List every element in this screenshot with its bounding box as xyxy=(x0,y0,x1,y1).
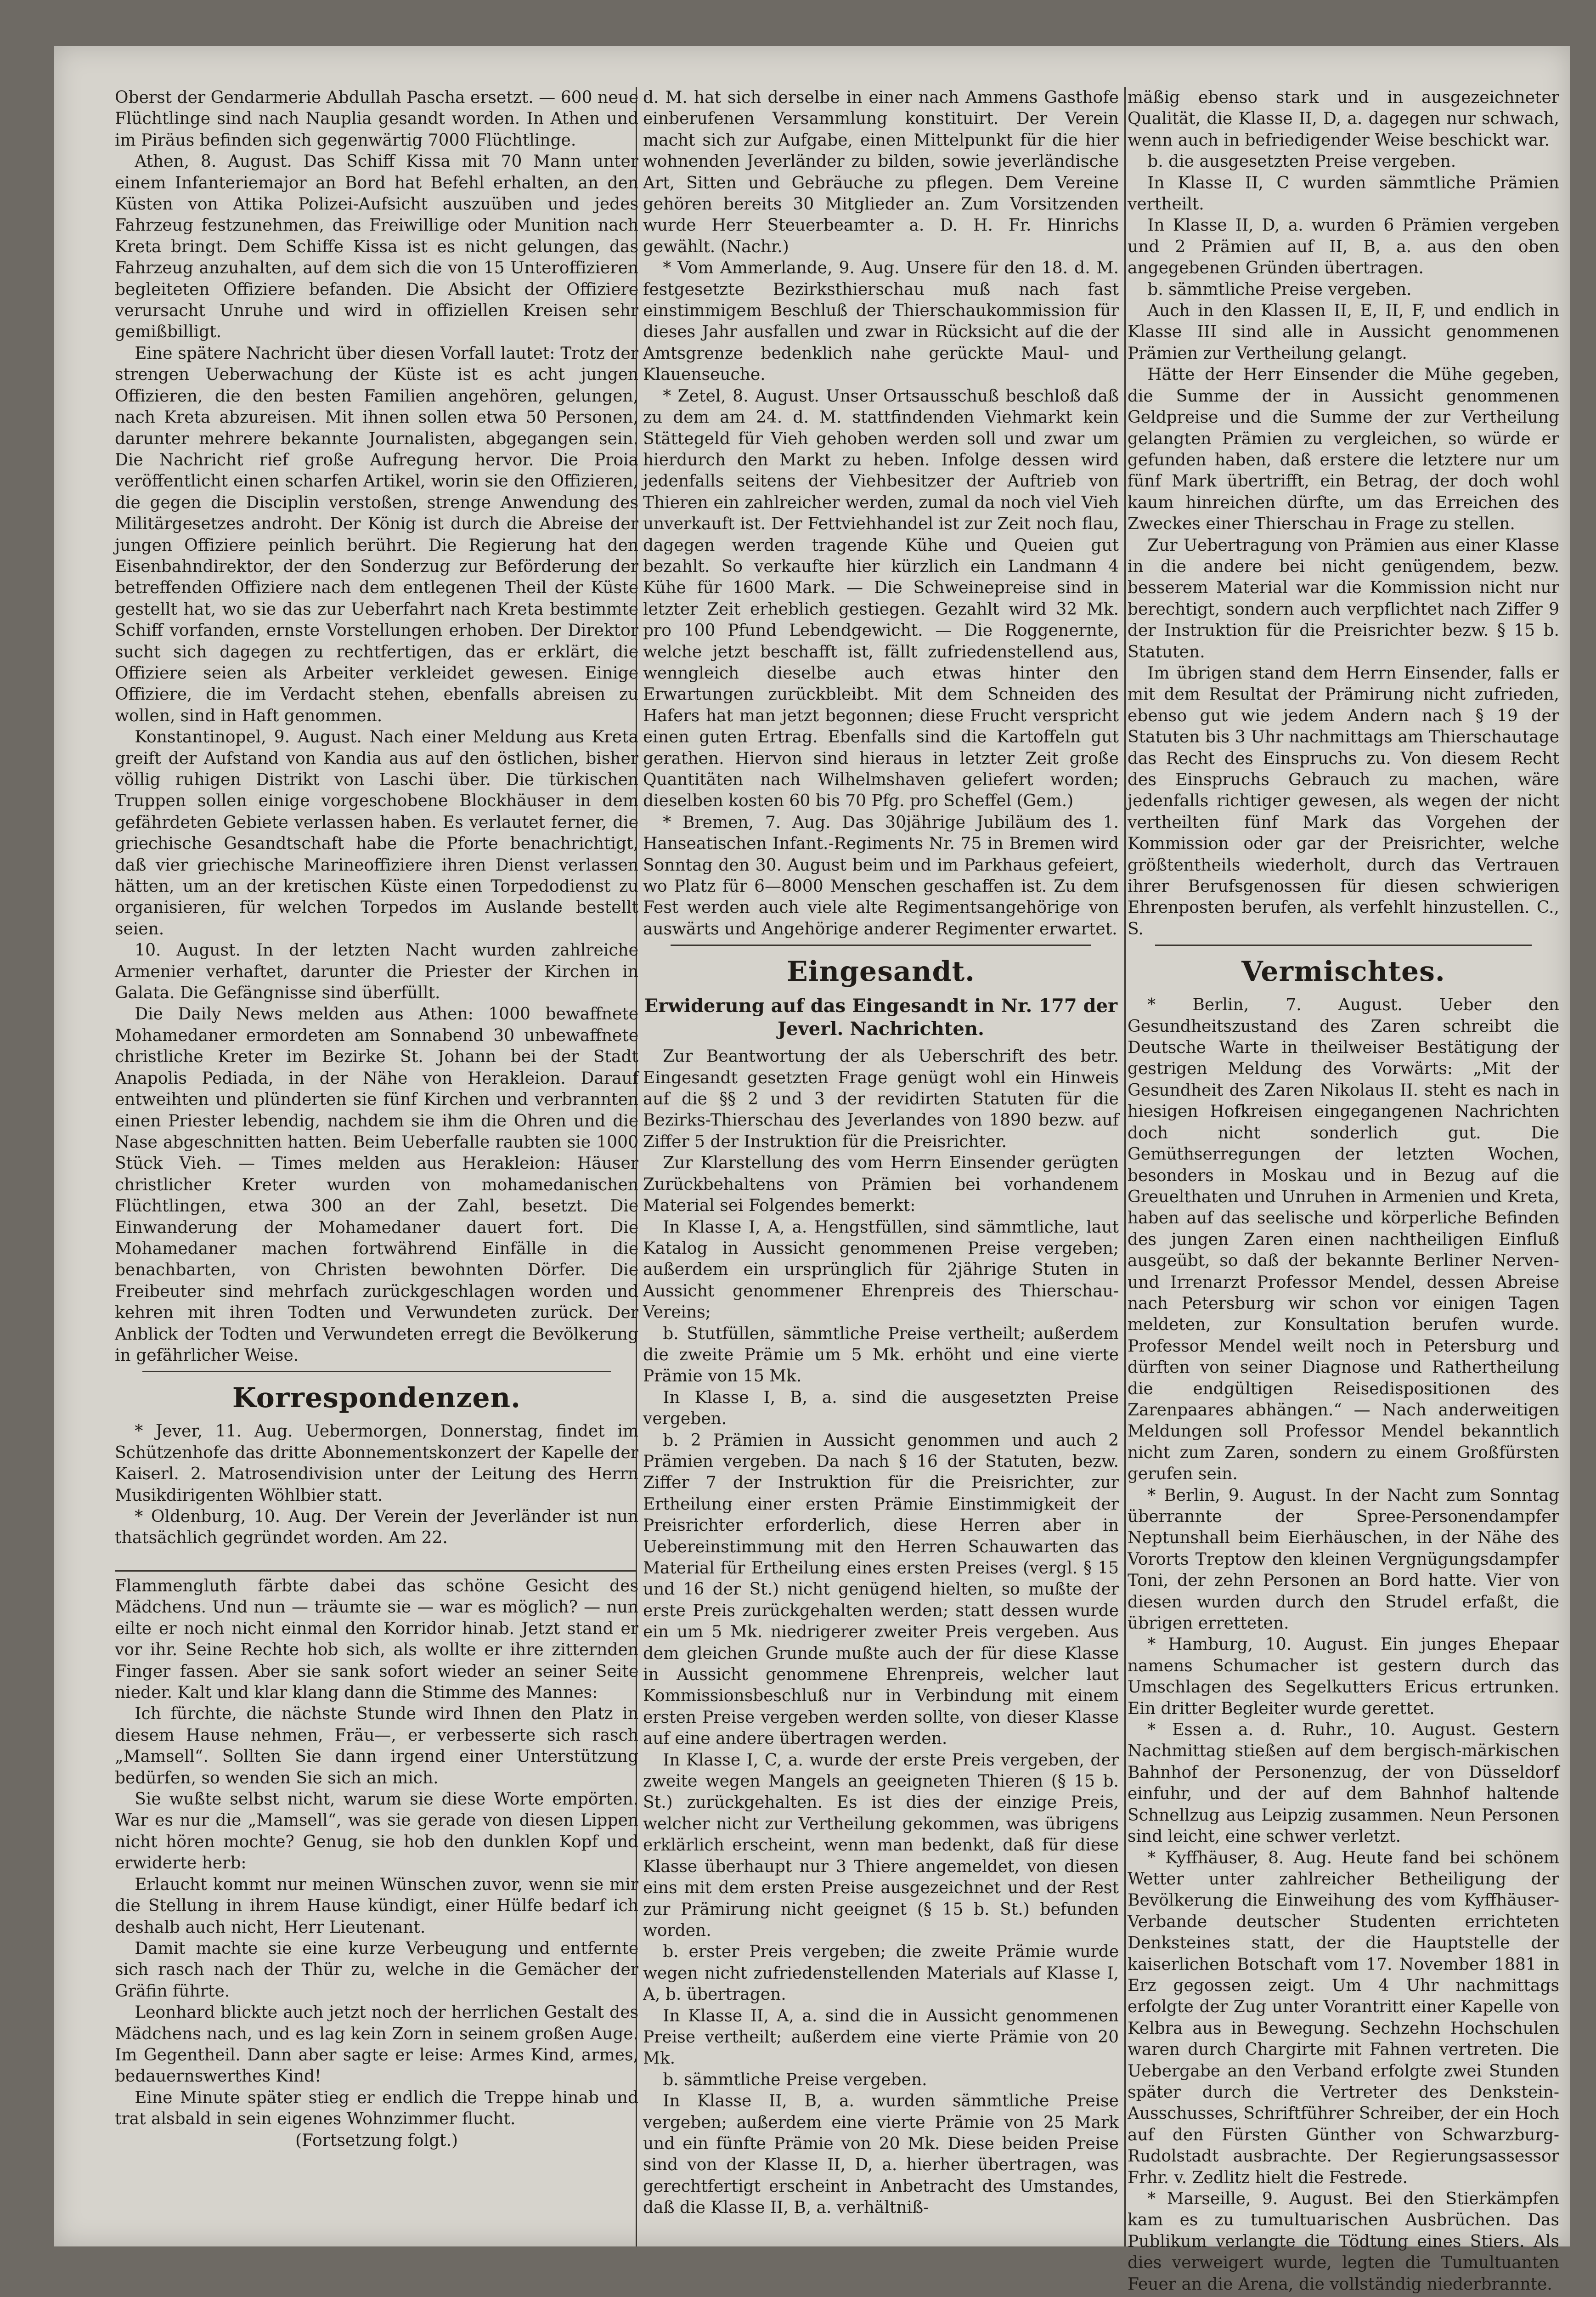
section-divider xyxy=(142,1371,611,1372)
paragraph: Leonhard blickte auch jetzt noch der herrlichen Gestalt des Mädchens nach, und es lag kein Zorn in seinem großen Auge. Im Gegentheil. Dann aber sagte er leise: Armes Kind, armes, bedauernswerthes Kind! xyxy=(115,2003,638,2086)
paragraph: Sie wußte selbst nicht, warum sie diese Worte empörten. War es nur die „Mamsell“, was sie gerade von diesen Lippen nicht hören mochte? Genug, sie hob den dunklen Kopf und erwiderte herb: xyxy=(115,1790,638,1873)
paragraph: b. sämmtliche Preise vergeben. xyxy=(1147,280,1412,299)
paragraph: mäßig ebenso stark und in ausgezeichneter Qualität, die Klasse II, D, a. dagegen nur schwach, wenn auch in befriedigender Weise beschickt war. xyxy=(1128,88,1559,150)
paragraph: Zur Beantwortung der als Ueberschrift des betr. Eingesandt gesetzten Frage genügt wohl ein Hinweis auf die §§ 2 und 3 der revidirten Statuten für die Bezirks-Thierschau des Jeverlandes von 1890 bezw. auf Ziffer 5 der Instruktion für die Preisrichter. xyxy=(643,1047,1119,1151)
paragraph: Hätte der Herr Einsender die Mühe gegeben, die Summe der in Aussicht genommenen Geldpreise und die Summe der zur Vertheilung gelangten Prämien zu vergleichen, so würde er gefunden haben, daß erstere die letztere nur um fünf Mark übertrifft, ein Betrag, der doch wohl kaum hinreichen dürfte, um das Erreichen des Zweckes einer Thierschau in Frage zu stellen. xyxy=(1128,365,1559,534)
news-item: * Hamburg, 10. August. Ein junges Ehepaar namens Schumacher ist gestern durch das Umschlagen des Segelkutters Ericus ertrunken. Ein dritter Begleiter wurde gerettet. xyxy=(1128,1635,1559,1718)
news-item: * Kyffhäuser, 8. Aug. Heute fand bei schönem Wetter unter zahlreicher Betheiligung der Bevölkerung die Einweihung des vom Kyffhäuser-Verbande deutscher Studenten errichteten Denksteines statt, der die Hauptstelle der kaiserlichen Botschaft vom 17. November 1881 in Erz gegossen zeigt. Um 4 Uhr nachmittags erfolgte der Zug unter Vorantritt einer Kapelle von Kelbra aus in Bewegung. Sechzehn Hochschulen waren durch Chargirte mit Fahnen vertreten. Die Uebergabe an den Verband erfolgte zwei Stunden später durch die Vertreter des Denkstein-Ausschusses, Schriftführer Schreiber, der ein Hoch auf den Fürsten Günther von Schwarzburg-Rudolstadt ausbrachte. Der Regierungsassessor Frhr. v. Zedlitz hielt die Festrede. xyxy=(1128,1848,1559,2187)
paragraph: Die Daily News melden aus Athen: 1000 bewaffnete Mohamedaner ermordeten am Sonnabend 30 unbewaffnete christliche Kreter im Bezirke St. Johann bei der Stadt Anapolis Pediada, in der Nähe von Herakleion. Darauf entweihten und plünderten sie fünf Kirchen und verbrannten einen Priester lebendig, nachdem sie ihm die Ohren und die Nase abgeschnitten hatten. Beim Ueberfalle raubten sie 1000 Stück Vieh. — Times melden aus Herakleion: Häuser christlicher Kreter wurden von mohamedanischen Flüchtlingen, etwa 300 an der Zahl, besetzt. Die Einwanderung der Mohamedaner dauert fort. Die Mohamedaner machen fortwährend Einfälle in die benachbarten, von Christen bewohnten Dörfer. Die Freibeuter sind mehrfach zurückgeschlagen worden und kehren mit ihren Todten und Verwundeten zurück. Der Anblick der Todten und Verwundeten erregt die Bevölkerung in gefährlicher Weise. xyxy=(115,1005,638,1365)
section-subheading: Erwiderung auf das Eingesandt in Nr. 177 der Jeverl. Nachrichten. xyxy=(644,995,1118,1040)
column-3 xyxy=(1128,87,1559,2294)
continuation-note: (Fortsetzung folgt.) xyxy=(295,2131,458,2150)
section-heading-korrespondenzen: Korrespondenzen. xyxy=(232,1382,521,1414)
column-rule-2 xyxy=(1124,87,1126,2246)
column-2 xyxy=(643,87,1119,2256)
paragraph: Zur Uebertragung von Prämien aus einer Klasse in die andere bei nicht genügendem, bezw. besserem Material war die Kommission nicht nur berechtigt, sondern auch verpflichtet nach Ziffer 9 der Instruktion für die Preisrichter bezw. § 15 b. Statuten. xyxy=(1128,536,1559,662)
paragraph: Eine Minute später stieg er endlich die Treppe hinab und trat alsbald in sein eigenes Wohnzimmer flucht. xyxy=(115,2088,638,2129)
news-item: * Essen a. d. Ruhr., 10. August. Gestern Nachmittag stießen auf dem bergisch-märkischen Bahnhof der Personenzug, der von Düsseldorf einfuhr, und der auf dem Bahnhof haltende Schnellzug aus Leipzig zusammen. Neun Personen sind leicht, eine schwer verletzt. xyxy=(1128,1720,1559,1846)
news-item: * Marseille, 9. August. Bei den Stierkämpfen kam es zu tumultuarischen Ausbrüchen. Das Publikum verlangte die Tödtung eines Stiers. Als dies verweigert wurde, legten die Tumultuanten Feuer an die Arena, die vollständig niederbrannte. xyxy=(1128,2190,1559,2294)
paragraph: Oberst der Gendarmerie Abdullah Pascha ersetzt. — 600 neue Flüchtlinge sind nach Nauplia gesandt worden. In Athen und im Piräus befinden sich gegenwärtig 7000 Flüchtlinge. xyxy=(115,88,638,150)
paragraph: In Klasse I, B, a. sind die ausgesetzten Preise vergeben. xyxy=(643,1388,1119,1429)
paragraph: d. M. hat sich derselbe in einer nach Ammens Gasthofe einberufenen Versammlung konstituirt. Der Verein macht sich zur Aufgabe, einen Mittelpunkt für die hier wohnenden Jeverländer zu bilden, sowie jeverländische Art, Sitten und Gebräuche zu pflegen. Dem Vereine gehören bereits 30 Mitglieder an. Zum Vorsitzenden wurde Herr Steuerbeamter a. D. H. Fr. Hinrichs gewählt. (Nachr.) xyxy=(643,88,1119,256)
paragraph: Damit machte sie eine kurze Verbeugung und entfernte sich rasch nach der Thür zu, welche in die Gemächer der Gräfin führte. xyxy=(115,1939,638,2001)
paragraph: In Klasse II, A, a. sind die in Aussicht genommenen Preise vertheilt; außerdem eine vierte Prämie von 20 Mk. xyxy=(643,2006,1119,2068)
paragraph: Im übrigen stand dem Herrn Einsender, falls er mit dem Resultat der Prämirung nicht zufrieden, ebenso gut wie jedem Andern nach § 19 der Statuten bis 3 Uhr nachmittags am Thierschautage das Recht des Einspruchs zu. Von diesem Recht des Einspruchs Gebrauch zu machen, wäre jedenfalls richtiger gewesen, als wegen der nicht vertheilten fünf Mark das Vorgehen der Kommission oder gar der Preisrichter, welche größtentheils wiederholt, durch das Vertrauen ihrer Berufsgenossen für diesen schwierigen Ehrenposten berufen, als verfehlt hinzustellen. C., S. xyxy=(1128,663,1559,939)
paragraph: In Klasse I, C, a. wurde der erste Preis vergeben, der zweite wegen Mangels an geeigneten Thieren (§ 15 b. St.) zurückgehalten. Es ist dies der einzige Preis, welcher nicht zur Vertheilung gekommen, was übrigens erklärlich erscheint, wenn man bedenkt, daß für diese Klasse überhaupt nur 3 Thiere angemeldet, von diesen eins mit dem ersten Preise ausgezeichnet und der Rest zur Prämirung nicht geeignet (§ 15 b. St.) befunden worden. xyxy=(643,1750,1119,1940)
paragraph: Auch in den Klassen II, E, II, F, und endlich in Klasse III sind alle in Aussicht genommenen Prämien zur Vertheilung gelangt. xyxy=(1128,301,1559,363)
news-item: * Jever, 11. Aug. Uebermorgen, Donnerstag, findet im Schützenhofe das dritte Abonnementskonzert der Kapelle der Kaiserl. 2. Matrosendivision unter der Leitung des Herrn Musikdirigenten Wöhlbier statt. xyxy=(115,1422,638,1505)
section-divider xyxy=(671,945,1091,946)
paragraph: b. Stutfüllen, sämmtliche Preise vertheilt; außerdem die zweite Prämie um 5 Mk. erhöht und eine vierte Prämie von 15 Mk. xyxy=(643,1324,1119,1386)
section-heading-vermischtes: Vermischtes. xyxy=(1241,956,1445,988)
paragraph: Flammengluth färbte dabei das schöne Gesicht des Mädchens. Und nun — träumte sie — war es möglich? — nun eilte er noch nicht einmal den Korridor hinab. Jetzt stand er vor ihr. Seine Rechte hob sich, als wollte er ihre zitternden Finger fassen. Aber sie sank sofort wieder an seiner Seite nieder. Kalt und klar klang dann die Stimme des Mannes: xyxy=(115,1577,638,1703)
paragraph: Konstantinopel, 9. August. Nach einer Meldung aus Kreta greift der Aufstand von Kandia aus auf den östlichen, bisher völlig ruhigen Distrikt von Laschi über. Die türkischen Truppen sollen einige vorgeschobene Blockhäuser in dem gefährdeten Gebiete verlassen haben. Es verlautet ferner, die griechische Gesandtschaft habe die Pforte benachrichtigt, daß vier griechische Marineoffiziere ihren Dienst verlassen hätten, um an der kretischen Küste einen Torpedodienst zu organisieren, für welchen Torpedos im Auslande bestellt seien. xyxy=(115,728,638,939)
paragraph: b. sämmtliche Preise vergeben. xyxy=(663,2070,927,2089)
paragraph: Athen, 8. August. Das Schiff Kissa mit 70 Mann unter einem Infanteriemajor an Bord hat Befehl erhalten, an den Küsten von Attika Polizei-Aufsicht auszuüben und jedes Fahrzeug festzunehmen, das Freiwillige oder Munition nach Kreta bringt. Dem Schiffe Kissa ist es nicht gelungen, das Fahrzeug anzuhalten, auf dem sich die von 15 Unteroffizieren begleiteten Offiziere befanden. Die Absicht der Offiziere verursacht Unruhe und wird in offiziellen Kreisen sehr gemißbilligt. xyxy=(115,152,638,342)
paragraph: b. die ausgesetzten Preise vergeben. xyxy=(1147,152,1456,171)
feuilleton-column xyxy=(115,1576,638,2251)
paragraph: Zur Klarstellung des vom Herrn Einsender gerügten Zurückbehaltens von Prämien bei vorhandenem Material sei Folgendes bemerkt: xyxy=(643,1154,1119,1216)
news-item: * Berlin, 9. August. In der Nacht zum Sonntag überrannte der Spree-Personendampfer Neptunshall beim Eierhäuschen, in der Nähe des Vororts Treptow den kleinen Vergnügungsdampfer Toni, der zehn Personen an Bord hatte. Vier von diesen wurden durch den Strudel erfaßt, die übrigen erretteten. xyxy=(1128,1486,1559,1633)
paragraph: In Klasse II, D, a. wurden 6 Prämien vergeben und 2 Prämien auf II, B, a. aus den oben angegebenen Gründen übertragen. xyxy=(1128,216,1559,278)
paragraph: In Klasse II, C wurden sämmtliche Prämien vertheilt. xyxy=(1128,173,1559,214)
paragraph: Ich fürchte, die nächste Stunde wird Ihnen den Platz in diesem Hause nehmen, Fräu—, er verbesserte sich rasch „Mamsell“. Sollten Sie dann irgend einer Unterstützung bedürfen, so wenden Sie sich an mich. xyxy=(115,1704,638,1788)
paragraph: 10. August. In der letzten Nacht wurden zahlreiche Armenier verhaftet, darunter die Priester der Kirchen in Galata. Die Gefängnisse sind überfüllt. xyxy=(115,941,638,1003)
news-item: * Bremen, 7. Aug. Das 30jährige Jubiläum des 1. Hanseatischen Infant.-Regiments Nr. 75 in Bremen wird Sonntag den 30. August beim und im Parkhaus gefeiert, wo Platz für 6—8000 Menschen geschaffen ist. Zu dem Fest werden auch viele alte Regimentsangehörige von auswärts und Angehörige anderer Regimenter erwartet. xyxy=(643,813,1119,939)
news-item: * Berlin, 7. August. Ueber den Gesundheitszustand des Zaren schreibt die Deutsche Warte in theilweiser Bestätigung der gestrigen Meldung des Vorwärts: „Mit der Gesundheit des Zaren Nikolaus II. steht es nach in hiesigen Hofkreisen eingegangenen Nachrichten doch nicht sonderlich gut. Die Gemüthserregungen der letzten Wochen, besonders in Moskau und in Bezug auf die Greuelthaten und Unruhen in Armenien und Kreta, haben auf das seelische und körperliche Befinden des jungen Zaren einen nachtheiligen Einfluß ausgeübt, so daß der bekannte Berliner Nerven- und Irrenarzt Professor Mendel, dessen Abreise nach Petersburg wir schon vor einigen Tagen meldeten, zur Konsultation berufen wurde. Professor Mendel weilt noch in Petersburg und dürften von seiner Diagnose und Rathertheilung die endgültigen Reisedispositionen des Zarenpaares abhängen.“ — Nach anderweitigen Meldungen soll Professor Mendel bekanntlich nicht zum Zaren, sondern zu einem Großfürsten gerufen sein. xyxy=(1128,996,1559,1484)
news-item: * Vom Ammerlande, 9. Aug. Unsere für den 18. d. M. festgesetzte Bezirksthierschau muß nach fast einstimmigem Beschluß der Thierschaukommission für dieses Jahr ausfallen und zwar in Rücksicht auf die der Amtsgrenze bedenklich nahe gerückte Maul- und Klauenseuche. xyxy=(643,259,1119,385)
news-item: * Oldenburg, 10. Aug. Der Verein der Jeverländer ist nun thatsächlich gegründet worden. Am 22. xyxy=(115,1507,638,1548)
feuilleton-rule xyxy=(115,1570,636,1572)
paragraph: b. 2 Prämien in Aussicht genommen und auch 2 Prämien vergeben. Da nach § 16 der Statuten, bezw. Ziffer 7 der Instruktion für die Preisrichter, zur Ertheilung einer ersten Prämie Einstimmigkeit der Preisrichter erforderlich, diese Herren aber in Uebereinstimmung mit den Herren Schauwarten das Material für Ertheilung eines ersten Preises (vergl. § 15 und 16 der St.) nicht genügend hielten, so mußte der erste Preis zurückgehalten werden; statt dessen wurde ein um 5 Mk. niedrigerer zweiter Preis vergeben. Aus dem gleichen Grunde mußte auch der für diese Klasse in Aussicht genommene Ehrenpreis, welcher laut Kommissionsbeschluß nur in Verbindung mit einem ersten Preise vergeben werden sollte, von dieser Klasse auf eine andere übertragen werden. xyxy=(643,1431,1119,1748)
paragraph: b. erster Preis vergeben; die zweite Prämie wurde wegen nicht zufriedenstellenden Materials auf Klasse I, A, b. übertragen. xyxy=(643,1942,1119,2004)
section-divider xyxy=(1155,945,1532,946)
news-item xyxy=(1128,2295,1559,2297)
news-item: * Zetel, 8. August. Unser Ortsausschuß beschloß daß zu dem am 24. d. M. stattfindenden Viehmarkt kein Stättegeld für Vieh gehoben werden soll und zwar um hierdurch den Markt zu heben. Infolge dessen wird jedenfalls seitens der Viehbesitzer der Auftrieb von Thieren ein zahlreicher werden, zumal da noch viel Vieh unverkauft ist. Der Fettviehhandel ist zur Zeit noch flau, dagegen werden tragende Kühe und Queien gut bezahlt. So verkaufte hier kürzlich ein Landmann 4 Kühe für 1600 Mark. — Die Schweinepreise sind in letzter Zeit erheblich gestiegen. Gezahlt wird 32 Mk. pro 100 Pfund Lebendgewicht. — Die Roggenernte, welche jetzt beschafft ist, fällt zufriedenstellend aus, wenngleich dieselbe auch etwas hinter den Erwartungen zurückbleibt. Mit dem Schneiden des Hafers hat man jetzt begonnen; diese Frucht verspricht einen guten Ertrag. Ebenfalls sind die Kartoffeln gut gerathen. Hiervon sind hieraus in letzter Zeit große Quantitäten nach Wilhelmshaven geliefert worden; dieselben kosten 60 bis 70 Pfg. pro Scheffel (Gem.) xyxy=(643,386,1119,811)
paragraph: In Klasse II, B, a. wurden sämmtliche Preise vergeben; außerdem eine vierte Prämie von 25 Mark und ein fünfte Prämie von 20 Mk. Diese beiden Preise sind von der Klasse II, D, a. hierher übertragen, was gerechtfertigt erscheint in Anbetracht des Umstandes, daß die Klasse II, B, a. verhältniß- xyxy=(643,2092,1119,2218)
section-heading-eingesandt: Eingesandt. xyxy=(786,956,976,988)
column-1 xyxy=(115,87,638,1567)
paragraph: Erlaucht kommt nur meinen Wünschen zuvor, wenn sie mir die Stellung in ihrem Hause kündigt, einer Hülfe bedarf ich deshalb auch nicht, Herr Lieutenant. xyxy=(115,1875,638,1937)
paragraph: In Klasse I, A, a. Hengstfüllen, sind sämmtliche, laut Katalog in Aussicht genommenen Preise vergeben; außerdem ein ursprünglich für 2jährige Stuten in Aussicht genommener Ehrenpreis des Thierschau-Vereins; xyxy=(643,1217,1119,1322)
paragraph: Eine spätere Nachricht über diesen Vorfall lautet: Trotz der strengen Ueberwachung der Küste ist es acht jungen Offizieren, die den besten Familien angehören, gelungen, nach Kreta abzureisen. Mit ihnen sollen etwa 50 Personen, darunter mehrere bekannte Journalisten, abgegangen sein. Die Nachricht rief große Aufregung hervor. Die Proia veröffentlicht einen scharfen Artikel, worin sie den Offizieren, die gegen die Disciplin verstoßen, strenge Anwendung des Militärgesetzes androht. Der König ist durch die Abreise der jungen Offiziere peinlich berührt. Die Regierung hat den Eisenbahndirektor, der den Sonderzug zur Beförderung der betreffenden Offiziere nach dem entlegenen Theil der Küste gestellt hat, wo sie das zur Ueberfahrt nach Kreta bestimmte Schiff vorfanden, ernste Vorstellungen erhoben. Der Direktor sucht sich dagegen zu rechtfertigen, das er erklärt, die Offiziere seien als Arbeiter verkleidet gewesen. Einige Offiziere, die im Verdacht stehen, ebenfalls abreisen zu wollen, sind in Haft genommen. xyxy=(115,344,638,725)
